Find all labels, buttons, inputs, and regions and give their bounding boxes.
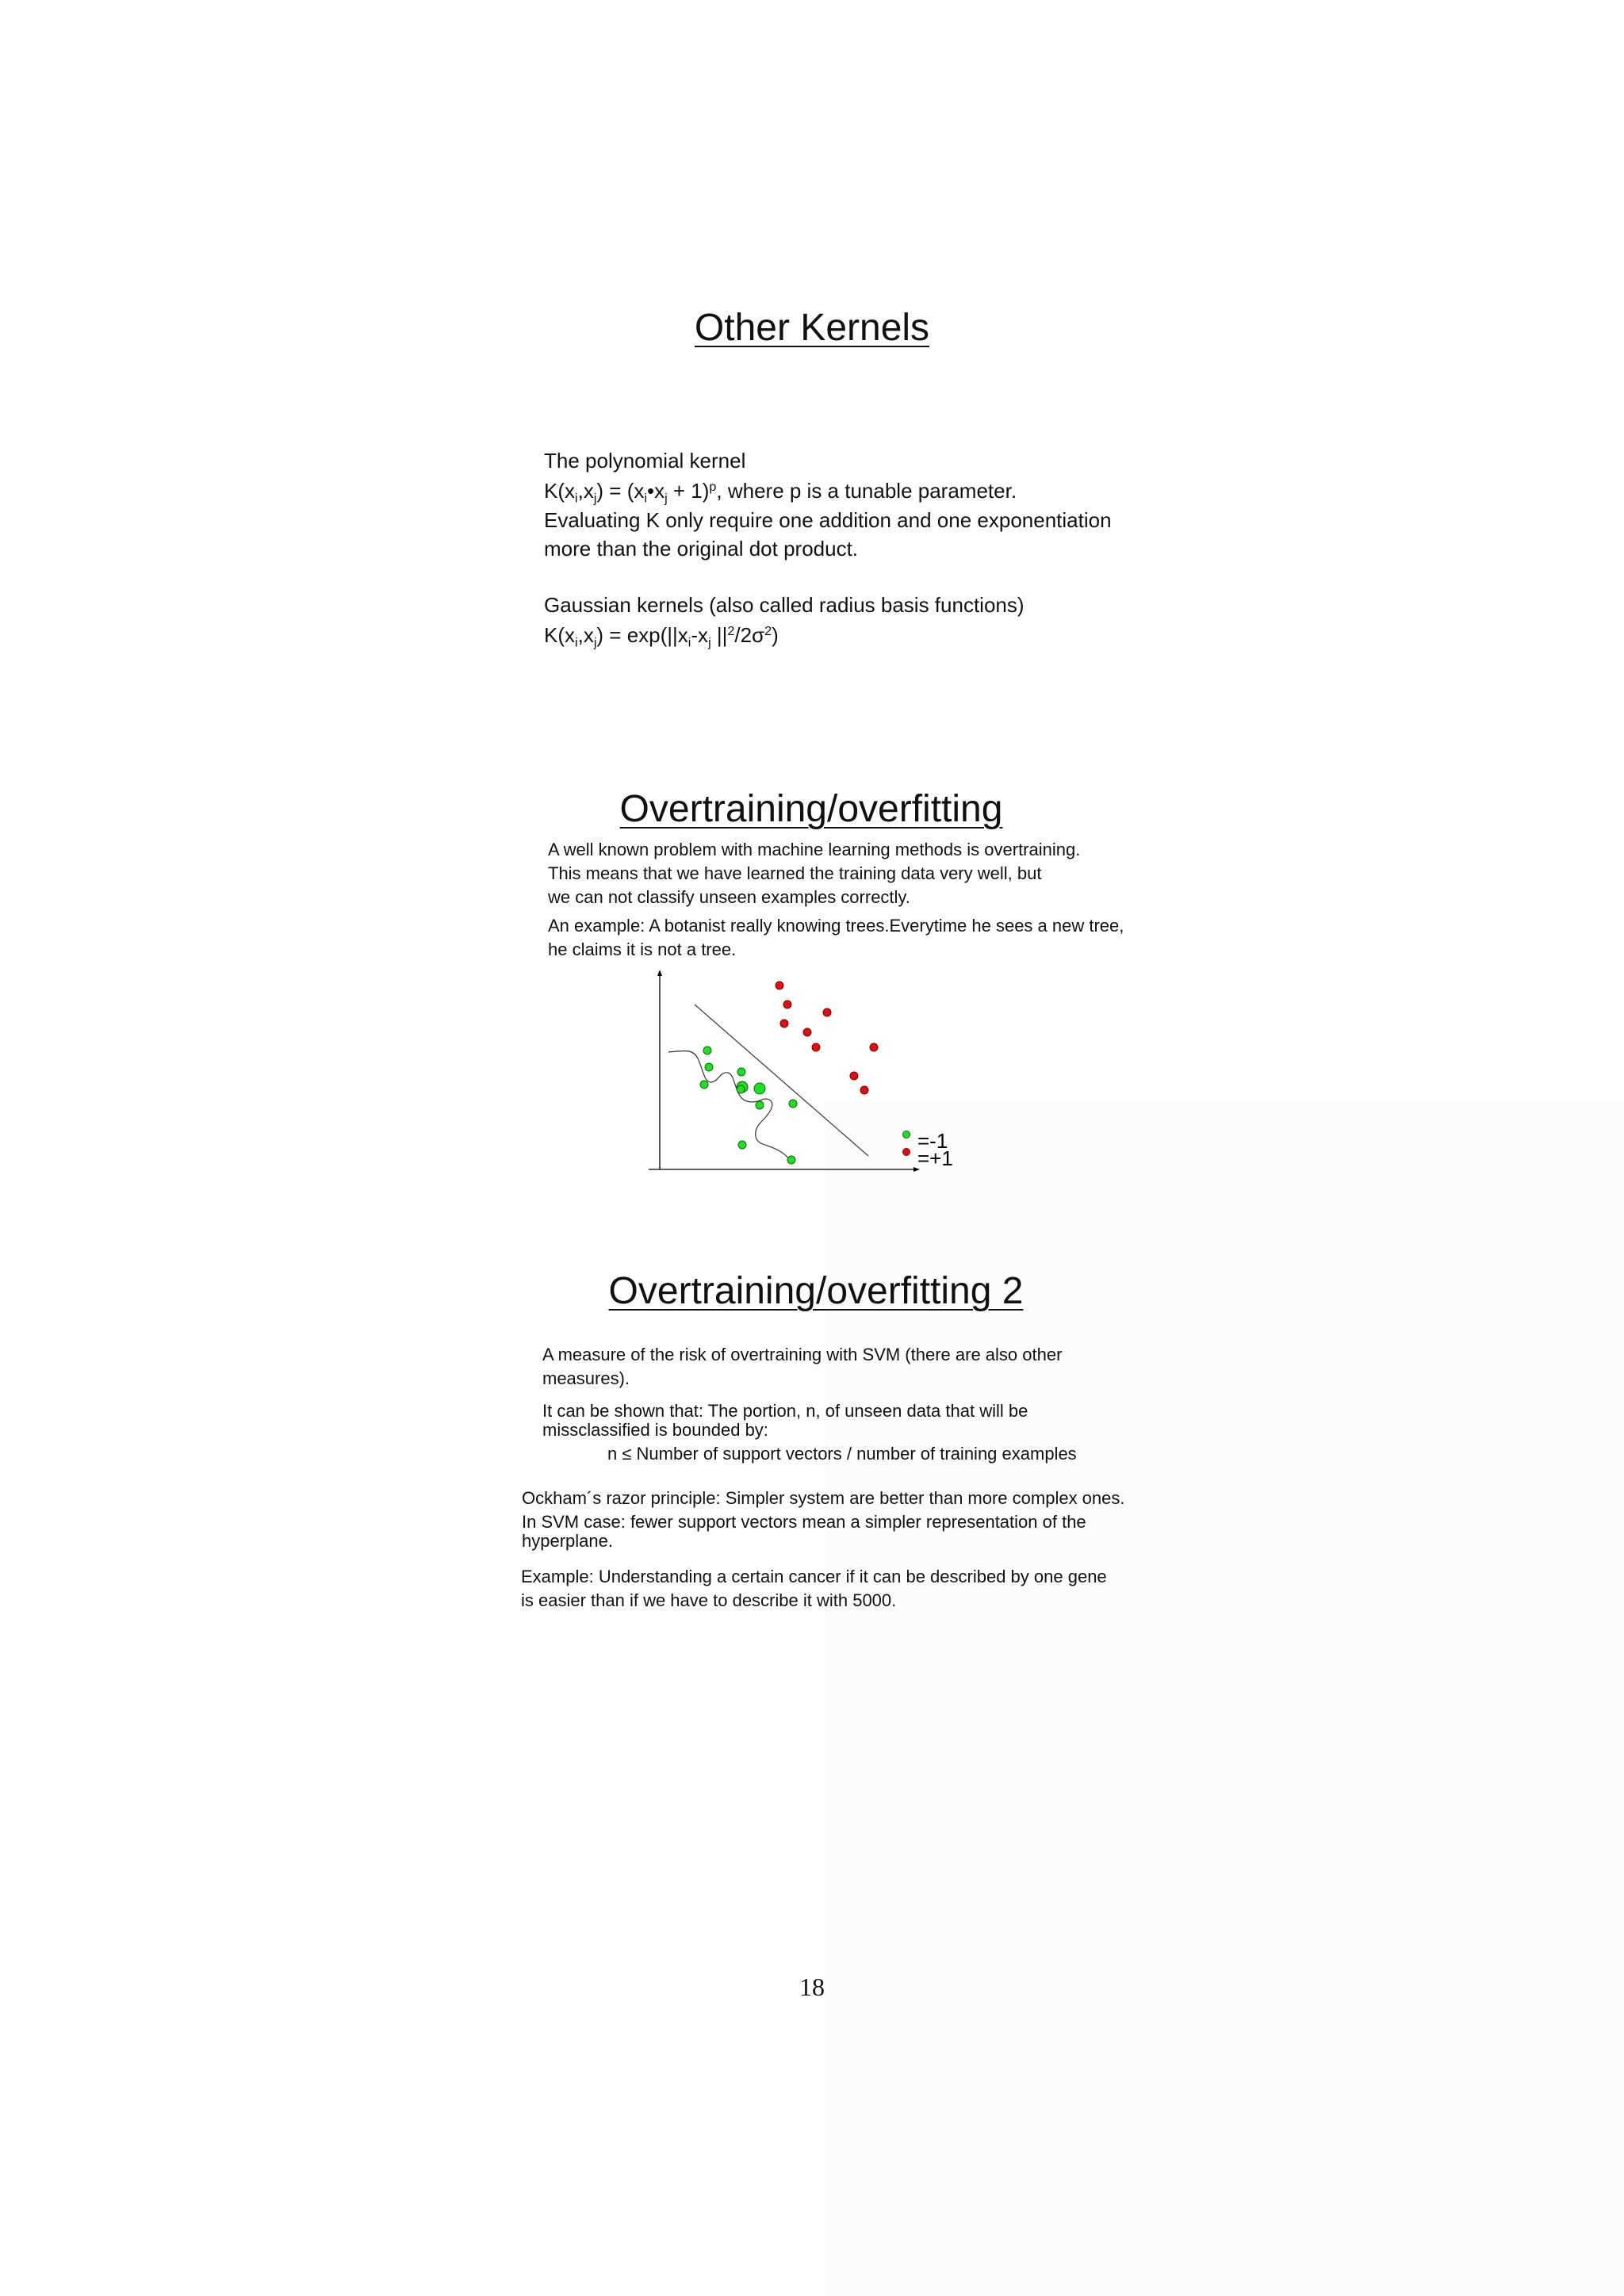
ockham-line: In SVM case: fewer support vectors mean a simpler representation of the [522,1512,1086,1532]
data-point-green [789,1100,797,1108]
poly-formula: $K(x_i,x_j)$ = $(x_i•x_j + 1)^p$, where p is a tunable parameter. [544,479,1017,506]
ockham-line: hyperplane. [522,1531,613,1551]
cancer-example-line: is easier than if we have to describe it with 5000. [521,1590,897,1610]
red-points [776,982,878,1094]
gauss-heading: Gaussian kernels (also called radius basis functions) [544,593,1025,617]
legend-green-label: =-1 [917,1129,948,1153]
poly-heading: The polynomial kernel [544,449,746,473]
risk-measure-line: A measure of the risk of overtraining with SVM (there are also other [542,1345,1063,1364]
section-title-overfitting: Overtraining/overfitting [619,788,1003,830]
data-point-red [803,1028,811,1036]
legend-green-dot [903,1131,910,1138]
legend-red-dot [903,1149,910,1156]
bound-formula: n ≤ Number of support vectors / number of training examples [607,1444,1077,1464]
data-point-green [754,1083,765,1094]
poly-description-line: Evaluating K only require one addition and one exponentiation [544,508,1112,532]
data-point-green [700,1081,708,1089]
section-title-kernels: Other Kernels [694,307,930,349]
overfit-boundary-curve [668,1050,790,1160]
data-point-green [737,1068,745,1076]
y-axis-arrow [657,970,662,976]
poly-description-line: more than the original dot product. [544,537,859,561]
risk-measure-line: measures). [542,1368,630,1388]
bound-intro-line: missclassified is bounded by: [542,1420,768,1440]
bound-intro-line: It can be shown that: The portion, n, of unseen data that will be [542,1401,1028,1421]
legend-red-label: =+1 [917,1146,953,1170]
data-point-green [703,1047,711,1054]
overfitting-diagram [642,963,975,1217]
data-point-red [783,1001,791,1008]
data-point-green [737,1085,745,1093]
ockham-line: Ockham´s razor principle: Simpler system are better than more complex ones. [522,1488,1125,1508]
section-title-overfitting-2: Overtraining/overfitting 2 [608,1270,1024,1312]
page-number: 18 [799,1973,825,2001]
botanist-example-line: An example: A botanist really knowing trees.Everytime he sees a new tree, [548,916,1124,936]
overfit-intro-line: A well known problem with machine learning methods is overtraining. [548,840,1081,859]
overfit-intro-line: This means that we have learned the training data very well, but [548,863,1042,883]
cancer-example-line: Example: Understanding a certain cancer if it can be described by one gene [521,1567,1107,1586]
data-point-red [870,1043,878,1051]
data-point-red [812,1043,820,1051]
data-point-green [738,1141,746,1149]
green-points [700,1047,797,1164]
data-point-red [860,1086,868,1094]
data-point-red [776,982,783,989]
data-point-green [787,1156,795,1164]
data-point-red [823,1008,831,1016]
gauss-formula: $K(x_i,x_j) = \exp(||x_i-x_j$ $||^2/2\sigma^2$) [544,623,779,650]
linear-separator [695,1004,868,1156]
data-point-red [780,1020,788,1027]
botanist-example-line: he claims it is not a tree. [548,939,737,959]
data-point-green [705,1063,713,1071]
data-point-red [850,1072,858,1080]
data-point-green [756,1101,764,1109]
overfit-intro-line: we can not classify unseen examples correctly. [548,887,910,907]
